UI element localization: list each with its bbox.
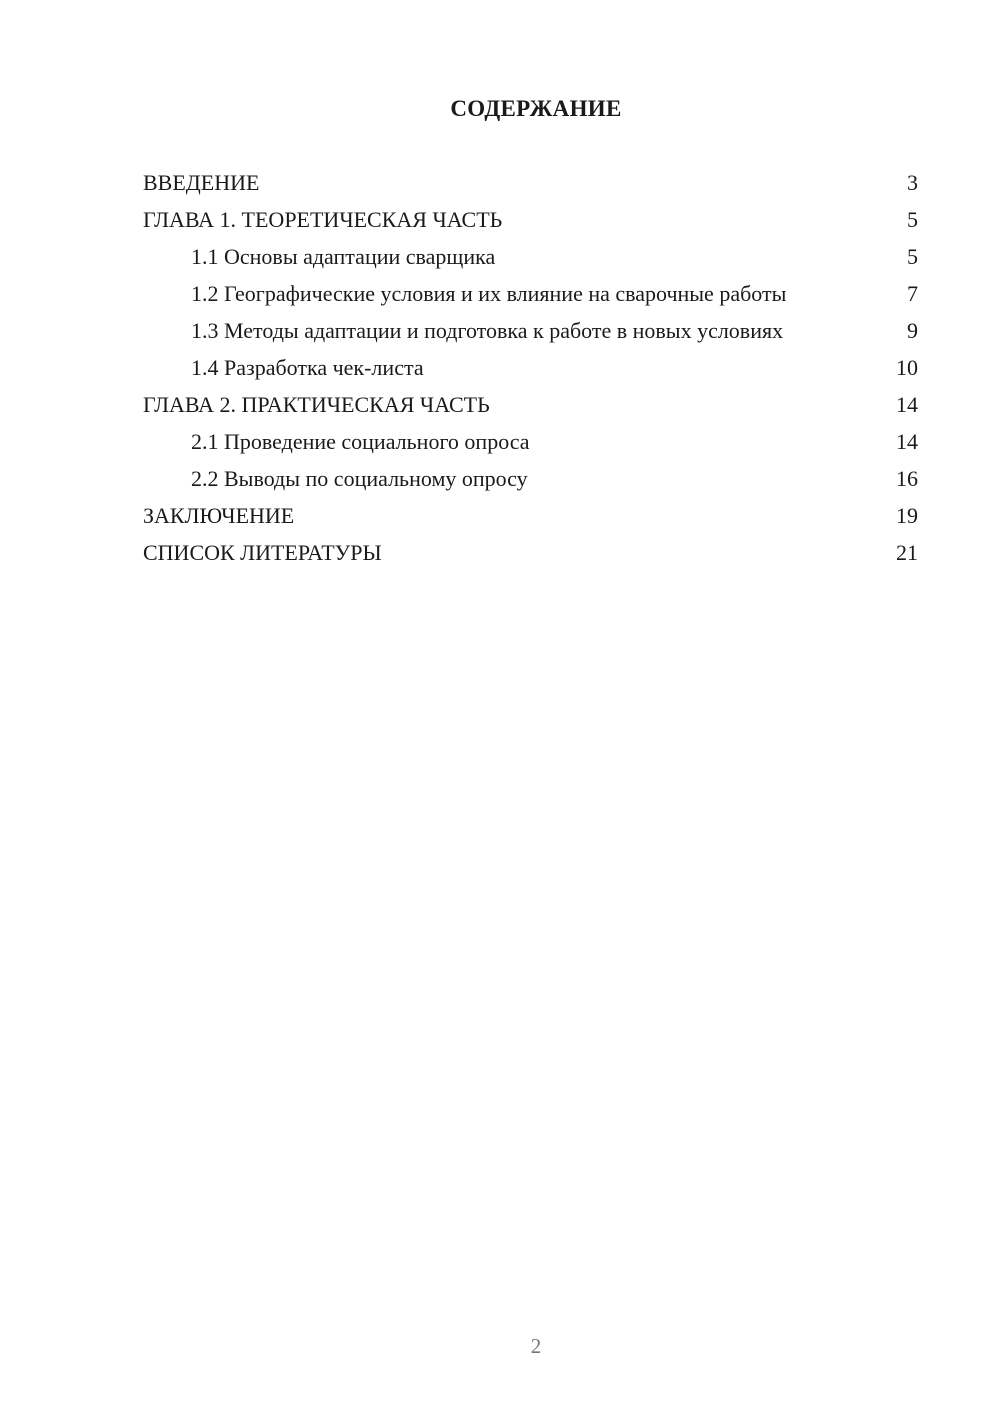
toc-entry-page: 9 xyxy=(907,318,918,343)
toc-entry-section-1-3[interactable] xyxy=(143,318,918,344)
toc-entry-text: СПИСОК ЛИТЕРАТУРЫ xyxy=(143,540,382,565)
toc-entry-text: ГЛАВА 2. ПРАКТИЧЕСКАЯ ЧАСТЬ xyxy=(143,392,490,417)
toc-entry-text: 1.4 Разработка чек-листа xyxy=(191,355,424,380)
toc-entry-page: 3 xyxy=(907,170,918,195)
toc-entry-text: ГЛАВА 1. ТЕОРЕТИЧЕСКАЯ ЧАСТЬ xyxy=(143,207,503,232)
toc-entry-page: 14 xyxy=(896,392,918,417)
toc-entry-text: 1.2 Географические условия и их влияние на сварочные работы xyxy=(191,281,787,306)
toc-entry-text: 2.2 Выводы по социальному опросу xyxy=(191,466,528,491)
toc-entry-section-2-1[interactable] xyxy=(143,429,918,455)
toc-entry-page: 16 xyxy=(896,466,918,491)
toc-entry-conclusion[interactable] xyxy=(143,503,918,529)
toc-entry-page: 21 xyxy=(896,540,918,565)
page-title: СОДЕРЖАНИЕ xyxy=(450,96,622,121)
toc-entry-introduction[interactable] xyxy=(143,170,918,196)
toc-entry-text: ВВЕДЕНИЕ xyxy=(143,170,260,195)
toc-entry-section-2-2[interactable] xyxy=(143,466,918,492)
toc-entry-page: 14 xyxy=(896,429,918,454)
toc-entry-section-1-1[interactable] xyxy=(143,244,918,270)
toc-entry-section-1-2[interactable] xyxy=(143,281,918,307)
toc-entry-text: 1.3 Методы адаптации и подготовка к работе в новых условиях xyxy=(191,318,784,343)
toc-entry-page: 7 xyxy=(907,281,918,306)
page-number: 2 xyxy=(530,1334,542,1358)
toc-entry-page: 10 xyxy=(896,355,918,380)
toc-entry-page: 5 xyxy=(907,207,918,232)
toc-entry-page: 5 xyxy=(907,244,918,269)
toc-entry-chapter-1[interactable] xyxy=(143,207,918,233)
toc-entry-section-1-4[interactable] xyxy=(143,355,918,381)
toc-entry-page: 19 xyxy=(896,503,918,528)
toc-entry-chapter-2[interactable] xyxy=(143,392,918,418)
toc-entry-text: 1.1 Основы адаптации сварщика xyxy=(191,244,496,269)
toc-entry-text: ЗАКЛЮЧЕНИЕ xyxy=(143,503,295,528)
toc-entry-text: 2.1 Проведение социального опроса xyxy=(191,429,530,454)
table-of-contents xyxy=(143,170,918,577)
toc-entry-references[interactable] xyxy=(143,540,918,566)
